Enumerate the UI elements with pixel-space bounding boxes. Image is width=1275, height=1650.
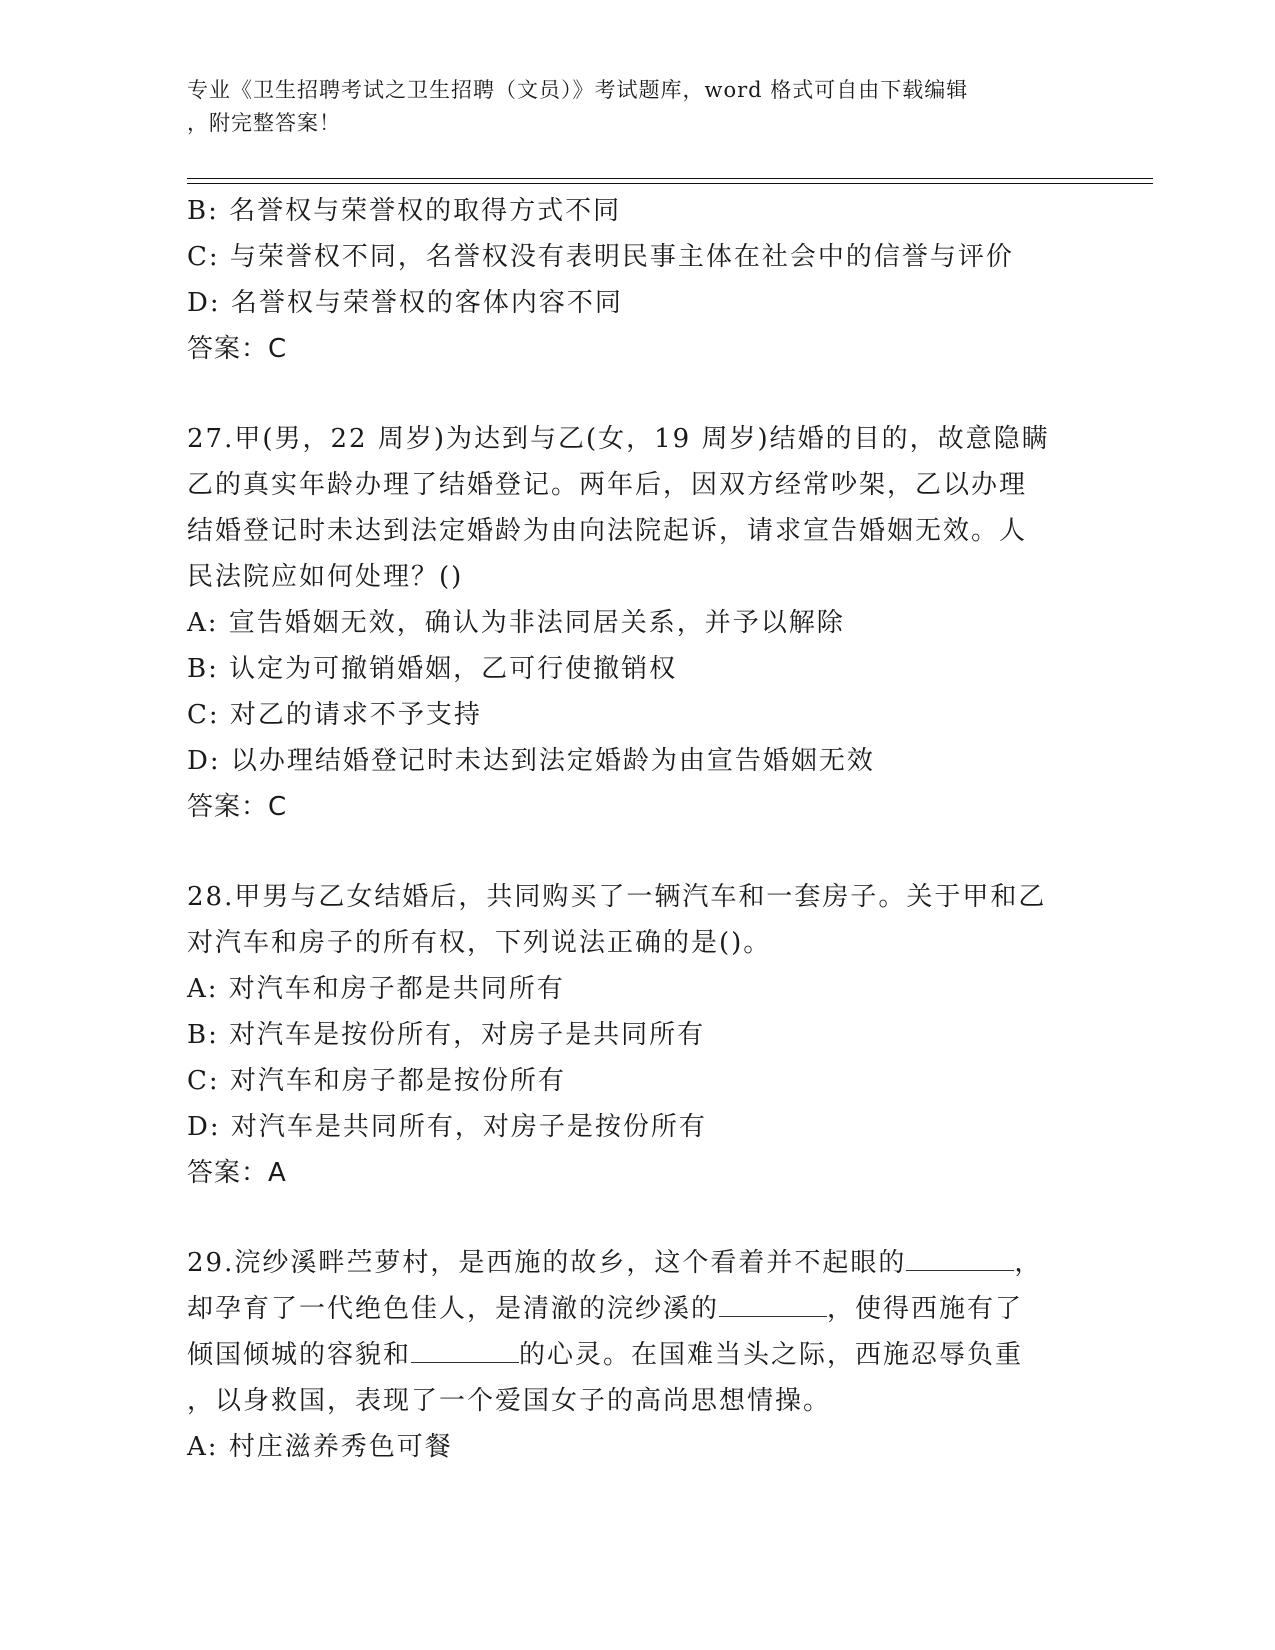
option-a: A: 村庄滋养秀色可餐 [187,1432,453,1462]
option-b: B: 对汽车是按份所有，对房子是共同所有 [187,1020,706,1050]
spacer [187,830,1067,874]
spacer [187,1196,1067,1240]
stem-text: 却孕育了一代绝色佳人，是清澈的浣纱溪的 [187,1294,720,1324]
question-stem-line [187,1286,1067,1332]
question-stem-line [187,1332,1067,1378]
question-stem-line: 27.甲(男，22 周岁)为达到与乙(女，19 周岁)结婚的目的，故意隐瞒 [187,424,1050,454]
option-b: B: 认定为可撤销婚姻，乙可行使撤销权 [187,654,678,684]
option-d: D: 名誉权与荣誉权的客体内容不同 [187,288,623,318]
question-28 [187,874,1067,1196]
answer: 答案：C [187,792,288,822]
question-stem-line: 28.甲男与乙女结婚后，共同购买了一辆汽车和一套房子。关于甲和乙 [187,882,1047,912]
header-line-1: 专业《卫生招聘考试之卫生招聘（文员）》考试题库，word 格式可自由下载编辑 [187,78,969,102]
fill-in-blank [411,1340,519,1363]
question-stem-line: 乙的真实年龄办理了结婚登记。两年后，因双方经常吵架，乙以办理 [187,470,1028,500]
option-a: A: 宣告婚姻无效，确认为非法同居关系，并予以解除 [187,608,845,638]
option-c: C: 对乙的请求不予支持 [187,700,482,730]
stem-text: 的心灵。在国难当头之际，西施忍辱负重 [519,1340,1024,1370]
answer: 答案：A [187,1158,287,1188]
stem-text: 倾国倾城的容貌和 [187,1340,412,1370]
spacer [187,372,1067,416]
option-c: C: 与荣誉权不同，名誉权没有表明民事主体在社会中的信誉与评价 [187,242,1014,272]
header-divider-top [187,178,1153,179]
answer: 答案：C [187,334,288,364]
fill-in-blank [719,1294,827,1317]
header-divider-bottom [187,183,1153,184]
option-d: D: 以办理结婚登记时未达到法定婚龄为由宣告婚姻无效 [187,746,875,776]
fill-in-blank [906,1248,1014,1271]
question-stem-line [187,1240,1067,1286]
question-stem-line: 民法院应如何处理？() [187,562,464,592]
stem-text: ，使得西施有了 [827,1294,1024,1324]
option-b: B: 名誉权与荣誉权的取得方式不同 [187,196,622,226]
question-29 [187,1240,1067,1470]
option-a: A: 对汽车和房子都是共同所有 [187,974,565,1004]
question-content [187,188,1067,1470]
question-26-tail [187,188,1067,372]
header-line-2: ，附完整答案！ [187,111,341,135]
question-stem-line: 对汽车和房子的所有权，下列说法正确的是()。 [187,928,772,958]
stem-text: ， [1014,1248,1043,1278]
stem-text: 29.浣纱溪畔苎萝村，是西施的故乡，这个看着并不起眼的 [187,1248,907,1278]
option-d: D: 对汽车是共同所有，对房子是按份所有 [187,1112,707,1142]
question-27 [187,416,1067,830]
question-stem-line: 结婚登记时未达到法定婚龄为由向法院起诉，请求宣告婚姻无效。人 [187,516,1028,546]
document-header [187,74,1067,140]
question-stem-line: ，以身救国，表现了一个爱国女子的高尚思想情操。 [187,1386,832,1416]
option-c: C: 对汽车和房子都是按份所有 [187,1066,566,1096]
